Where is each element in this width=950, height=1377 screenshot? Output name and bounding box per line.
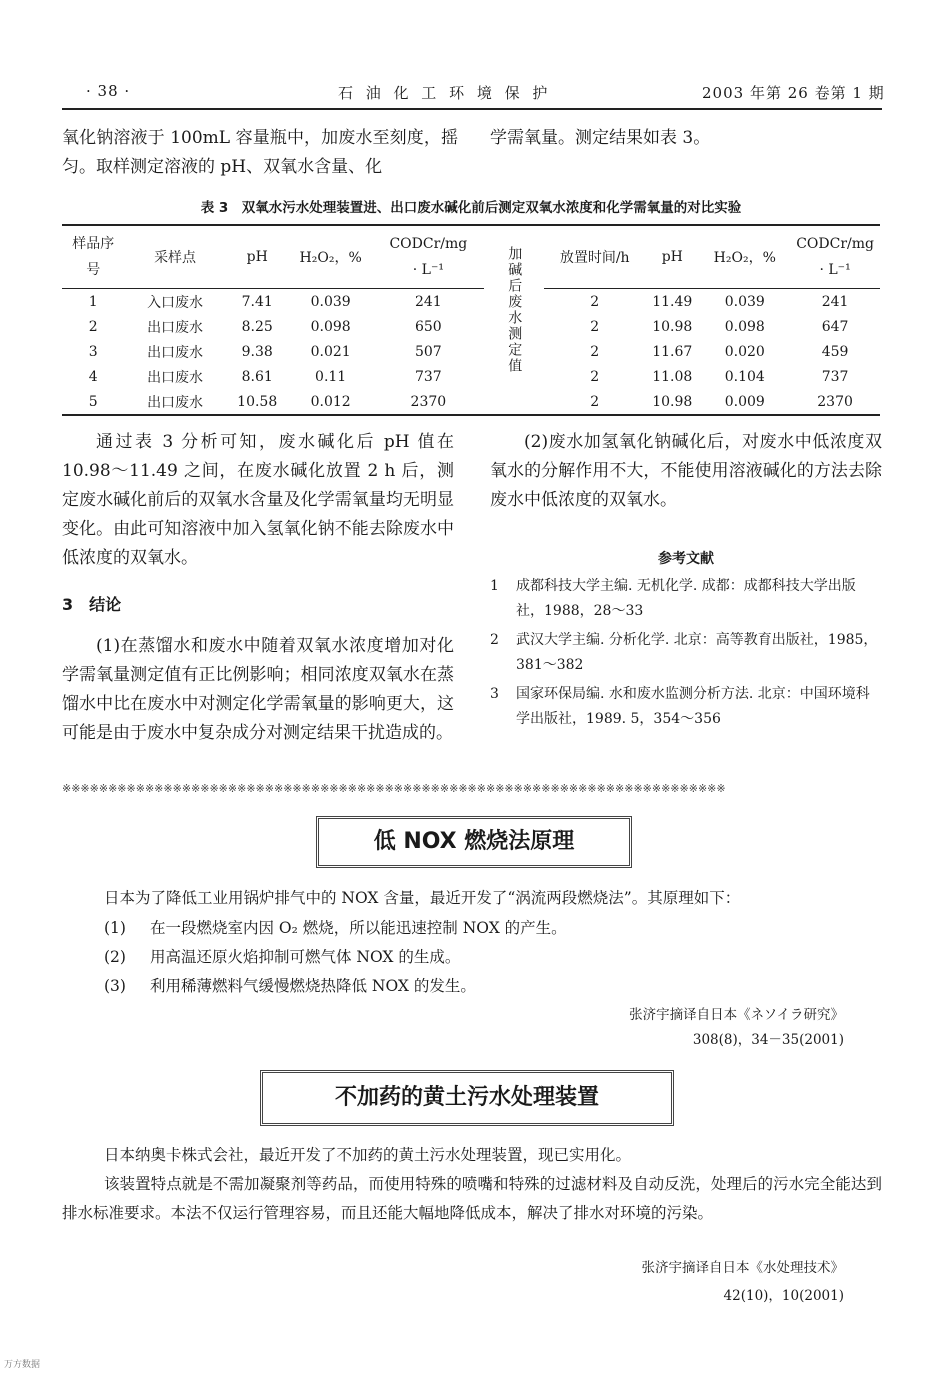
- item-number: (2): [104, 948, 126, 966]
- cell: 2: [590, 318, 600, 335]
- cell: 7.41: [241, 293, 273, 310]
- th-cod: CODCr/mg · L⁻¹: [372, 225, 484, 289]
- article1-source-citation: 308(8)，34－35(2001): [692, 1032, 844, 1048]
- item-text: 在一段燃烧室内因 O₂ 燃烧，所以能迅速控制 NOX 的产生。: [150, 919, 567, 937]
- cell: 0.104: [724, 368, 765, 385]
- th-sample: 样品序号: [62, 225, 124, 289]
- article1-title: 低 NOX 燃烧法原理: [373, 829, 575, 854]
- article2-p2: 该装置特点就是不需加凝聚剂等药品，而使用特殊的喷嘴和特殊的过滤材料及自动反洗，处理后的污水完全能达到排水标准要求。本法不仅运行管理容易，而且还能大幅地降低成本，解决了排水对环境的污染。: [62, 1175, 882, 1222]
- cell: 0.020: [724, 343, 765, 360]
- analysis-paragraph: 通过表 3 分析可知，废水碱化后 pH 值在 10.98～11.49 之间，在废水碱化放置 2 h 后，测定废水碱化前后的双氧水含量及化学需氧量均无明显变化。由此可知溶液中加入氢氧化钠不能去除废水中低浓度的双氧水。: [62, 432, 454, 568]
- item-text: 用高温还原火焰抑制可燃气体 NOX 的生成。: [150, 948, 461, 966]
- article2-p1: 日本纳奥卡株式会社，最近开发了不加药的黄土污水处理装置，现已实用化。: [104, 1146, 632, 1164]
- references-heading: 参考文献: [658, 551, 714, 567]
- cell: 0.11: [315, 368, 347, 385]
- conclusion-heading: 3 结论: [62, 595, 122, 614]
- article1-item: [104, 972, 884, 1001]
- th-cod2: CODCr/mg · L⁻¹: [790, 225, 880, 289]
- th-ph2: pH: [645, 225, 699, 289]
- cell: 8.25: [241, 318, 273, 335]
- cell: 2: [590, 343, 600, 360]
- item-number: (3): [104, 977, 126, 995]
- reference-text: 国家环保局编. 水和废水监测分析方法. 北京：中国环境科学出版社，1989. 5，354～356: [516, 686, 870, 727]
- article1-item: [104, 943, 884, 972]
- table-row: [62, 339, 880, 364]
- decorative-divider: ※※※※※※※※※※※※※※※※※※※※※※※※※※※※※※※※※※※※※※※※※※※※※※※※※※※※※※※※※※※※※※※※※※※※※※※※: [62, 782, 726, 795]
- table-row: [62, 314, 880, 339]
- cell: 8.61: [241, 368, 273, 385]
- intro-left: 氧化钠溶液于 100mL 容量瓶中，加废水至刻度，摇匀。取样测定溶液的 pH、双氧水含量、化: [62, 128, 458, 177]
- article2-source-citation: 42(10)，10(2001): [723, 1288, 844, 1304]
- cell: 2: [590, 393, 600, 410]
- cell: 10.58: [237, 393, 278, 410]
- cell: 241: [414, 293, 442, 310]
- article2-source: 张济宇摘译自日本《水处理技术》: [641, 1260, 844, 1276]
- reference-text: 成都科技大学主编. 无机化学. 成都：成都科技大学出版社，1988，28～33: [516, 578, 856, 619]
- cell: 4: [88, 368, 98, 385]
- journal-title: 石 油 化 工 环 境 保 护: [338, 84, 552, 102]
- article1-intro: 日本为了降低工业用锅炉排气中的 NOX 含量，最近开发了“涡流两段燃烧法”。其原理如下：: [104, 889, 741, 907]
- cell: 2: [590, 293, 600, 310]
- cell: 650: [414, 318, 442, 335]
- table-header-row: [62, 225, 880, 289]
- th-time: 放置时间/h: [544, 225, 645, 289]
- table-caption: 表 3 双氧水污水处理装置进、出口废水碱化前后测定双氧水浓度和化学需氧量的对比实验: [200, 200, 742, 216]
- cell: 出口废水: [147, 369, 204, 386]
- th-alkali-group: [484, 225, 544, 415]
- cell: 0.039: [310, 293, 351, 310]
- cell: 2370: [410, 393, 447, 410]
- reference-number: 3: [490, 686, 499, 702]
- cell: 9.38: [241, 343, 273, 360]
- watermark: 万方数据: [4, 1360, 41, 1370]
- reference-item: [490, 574, 882, 624]
- table-row: [62, 364, 880, 389]
- cell: 出口废水: [147, 344, 204, 361]
- article2-title: 不加药的黄土污水处理装置: [334, 1085, 599, 1110]
- cell: 2370: [817, 393, 853, 410]
- article1-source: 张济宇摘译自日本《ネソイラ研究》: [629, 1007, 844, 1023]
- th-h2o2: H₂O₂，%: [289, 225, 373, 289]
- cell: 0.098: [310, 318, 351, 335]
- cell: 0.039: [724, 293, 765, 310]
- th-h2o2-2: H₂O₂，%: [699, 225, 790, 289]
- data-table: [62, 224, 880, 416]
- cell: 0.009: [724, 393, 765, 410]
- cell: 241: [821, 293, 849, 310]
- item-text: 利用稀薄燃料气缓慢燃烧热降低 NOX 的发生。: [150, 977, 476, 995]
- cell: 3: [88, 343, 98, 360]
- cell: 1: [88, 293, 98, 310]
- cell: 0.021: [310, 343, 351, 360]
- th-alkali-label: 加碱后废水测定值: [506, 246, 523, 374]
- cell: 0.098: [724, 318, 765, 335]
- cell: 11.49: [652, 293, 693, 310]
- cell: 11.08: [652, 368, 693, 385]
- cell: 10.98: [652, 393, 693, 410]
- intro-right: 学需氧量。测定结果如表 3。: [490, 128, 711, 148]
- conclusion-p2: (2)废水加氢氧化钠碱化后，对废水中低浓度双氧水的分解作用不大，不能使用溶液碱化的方法去除废水中低浓度的双氧水。: [490, 432, 882, 510]
- reference-text: 武汉大学主编. 分析化学. 北京：高等教育出版社，1985，381～382: [516, 632, 878, 673]
- table-row: [62, 289, 880, 315]
- cell: 入口废水: [147, 294, 204, 311]
- th-ph: pH: [226, 225, 289, 289]
- cell: 出口废水: [147, 319, 204, 336]
- article1-list: [104, 914, 884, 1001]
- cell: 2: [88, 318, 98, 335]
- item-number: (1): [104, 919, 126, 937]
- th-site: 采样点: [124, 225, 225, 289]
- article1-item: [104, 914, 884, 943]
- cell: 737: [414, 368, 442, 385]
- reference-item: [490, 628, 882, 678]
- cell: 出口废水: [147, 394, 204, 411]
- conclusion-p1: (1)在蒸馏水和废水中随着双氧水浓度增加对化学需氧量测定值有正比例影响；相同浓度双氧水在蒸馏水中比在废水中对测定化学需氧量的影响更大，这可能是由于废水中复杂成分对测定结果干扰造成的。: [62, 636, 454, 743]
- table-row: [62, 389, 880, 415]
- page-number: · 38 ·: [86, 82, 131, 100]
- cell: 5: [88, 393, 98, 410]
- cell: 0.012: [310, 393, 351, 410]
- cell: 2: [590, 368, 600, 385]
- header-rule: [62, 108, 882, 110]
- cell: 647: [821, 318, 849, 335]
- cell: 737: [821, 368, 849, 385]
- article2-title-box: [260, 1070, 674, 1126]
- article1-title-box: [316, 816, 632, 868]
- cell: 507: [414, 343, 442, 360]
- cell: 10.98: [652, 318, 693, 335]
- issue-info: 2003 年第 26 卷第 1 期: [702, 84, 885, 102]
- reference-item: [490, 682, 882, 732]
- cell: 11.67: [652, 343, 693, 360]
- reference-number: 2: [490, 632, 499, 648]
- reference-number: 1: [490, 578, 499, 594]
- cell: 459: [821, 343, 849, 360]
- references-list: [490, 574, 882, 732]
